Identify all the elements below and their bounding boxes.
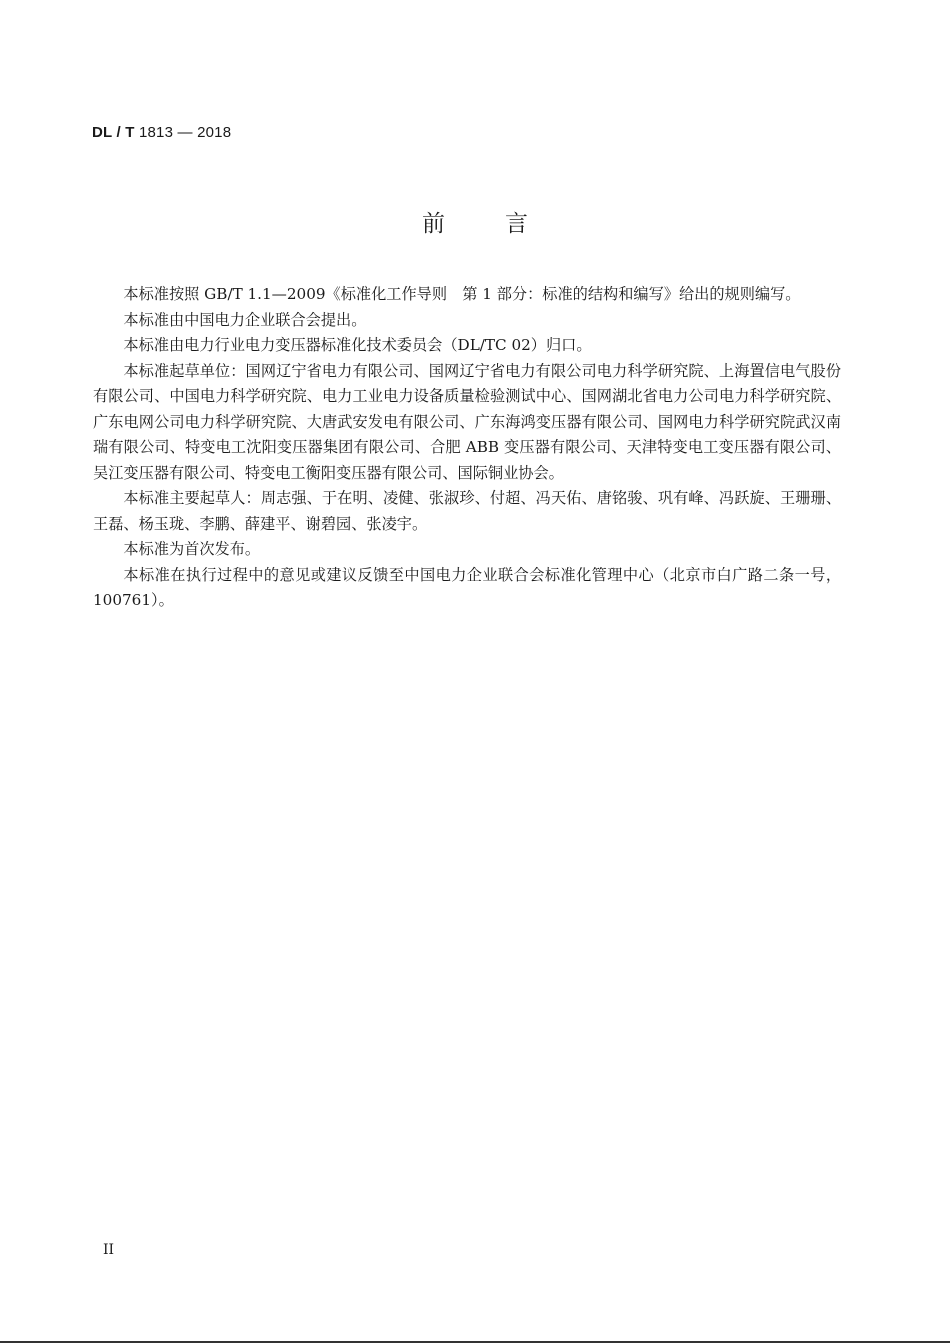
paragraph-administrator: 本标准由电力行业电力变压器标准化技术委员会（DL/TC 02）归口。 [123,336,592,354]
paragraph-feedback: 本标准在执行过程中的意见或建议反馈至中国电力企业联合会标准化管理中心（北京市白广路二条一号，100761）。 [93,565,841,609]
paragraph-drafting-units: 本标准起草单位：国网辽宁省电力有限公司、国网辽宁省电力有限公司电力科学研究院、上海置信电气股份有限公司、中国电力科学研究院、电力工业电力设备质量检验测试中心、国网湖北省电力公司电力科学研究院、广东电网公司电力科学研究院、大唐武安发电有限公司、广东海鸿变压器有限公司、国网电力科学研究院武汉南瑞有限公司、特变电工沈阳变压器集团有限公司、合肥 ABB 变压器有限公司、天津特变电工变压器有限公司、吴江变压器有限公司、特变电工衡阳变压器有限公司、国际铜业协会。 [93,361,841,482]
document-code-prefix: DL / T [92,124,135,141]
paragraph-drafting-rules: 本标准按照 GB/T 1.1—2009《标准化工作导则 第 1 部分：标准的结构和编写》给出的规则编写。 [123,285,801,303]
foreword-body [93,282,841,614]
document-code [92,124,231,141]
paragraph-first-release: 本标准为首次发布。 [123,540,261,558]
paragraph-proposer: 本标准由中国电力企业联合会提出。 [123,310,367,329]
paragraph-drafters: 本标准主要起草人：周志强、于在明、凌健、张淑珍、付超、冯天佑、唐铭骏、巩有峰、冯跃旋、王珊珊、王磊、杨玉珑、李鹏、薛建平、谢碧园、张凌宇。 [93,489,841,533]
bottom-rule [0,1341,950,1343]
document-code-number: 1813 — 2018 [138,124,232,141]
page-number: II [103,1242,115,1258]
page-title: 前言 [422,211,588,237]
